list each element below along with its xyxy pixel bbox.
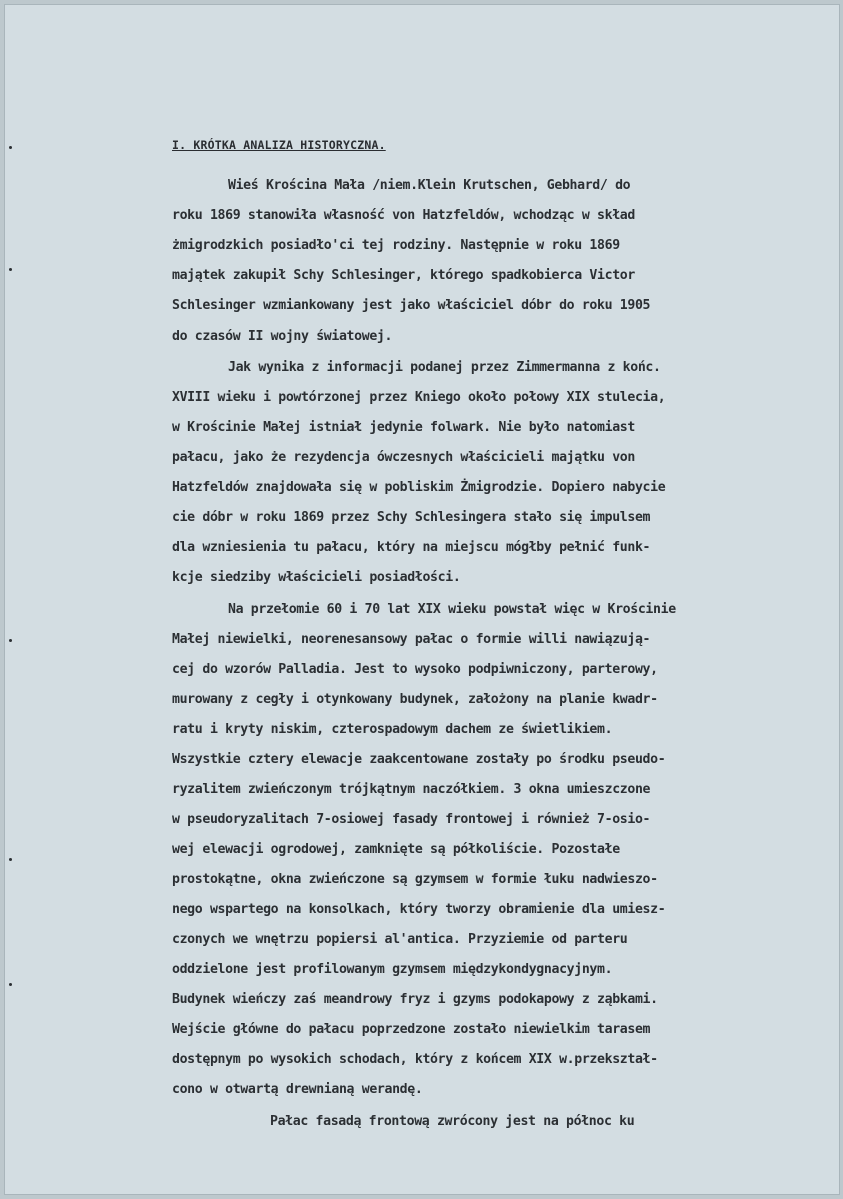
text-line: ryzalitem zwieńczonym trójkątnym naczółkiem. 3 okna umieszczone	[172, 782, 651, 797]
text-line: Pałac fasadą frontową zwrócony jest na północ ku	[270, 1114, 635, 1129]
text-line: wej elewacji ogrodowej, zamknięte są półkoliście. Pozostałe	[172, 842, 620, 857]
text-line: Budynek wieńczy zaś meandrowy fryz i gzyms podokapowy z ząbkami.	[172, 992, 658, 1007]
text-line: żmigrodzkich posiadło'ci tej rodziny. Następnie w roku 1869	[172, 238, 620, 253]
text-line: dla wzniesienia tu pałacu, który na miejscu mógłby pełnić funk-	[172, 540, 651, 555]
text-line: cie dóbr w roku 1869 przez Schy Schlesingera stało się impulsem	[172, 510, 651, 525]
text-line: czonych we wnętrzu popiersi al'antica. Przyziemie od parteru	[172, 932, 628, 947]
margin-mark	[9, 858, 12, 861]
text-line: Wszystkie cztery elewacje zaakcentowane zostały po środku pseudo-	[172, 752, 666, 767]
text-line: Wieś Krościna Mała /niem.Klein Krutschen, Gebhard/ do	[228, 178, 631, 193]
margin-mark	[9, 146, 12, 149]
text-line: XVIII wieku i powtórzonej przez Kniego około połowy XIX stulecia,	[172, 390, 666, 405]
text-line: cej do wzorów Palladia. Jest to wysoko podpiwniczony, parterowy,	[172, 662, 658, 677]
text-line: Wejście główne do pałacu poprzedzone zostało niewielkim tarasem	[172, 1022, 651, 1037]
text-line: Hatzfeldów znajdowała się w pobliskim Żmigrodzie. Dopiero nabycie	[172, 480, 666, 495]
text-line: nego wspartego na konsolkach, który tworzy obramienie dla umiesz-	[172, 902, 666, 917]
text-line: oddzielone jest profilowanym gzymsem międzykondygnacyjnym.	[172, 962, 613, 977]
text-line: Małej niewielki, neorenesansowy pałac o formie willi nawiązują-	[172, 632, 651, 647]
margin-mark	[9, 983, 12, 986]
text-line: Na przełomie 60 i 70 lat XIX wieku powstał więc w Krościnie	[228, 602, 676, 617]
section-heading: I. KRÓTKA ANALIZA HISTORYCZNA.	[172, 138, 386, 152]
text-line: cono w otwartą drewnianą werandę.	[172, 1082, 423, 1097]
text-line: Jak wynika z informacji podanej przez Zimmermanna z końc.	[228, 360, 661, 375]
text-line: majątek zakupił Schy Schlesinger, którego spadkobierca Victor	[172, 268, 635, 283]
text-line: w pseudoryzalitach 7-osiowej fasady frontowej i również 7-osio-	[172, 812, 651, 827]
text-line: kcje siedziby właścicieli posiadłości.	[172, 570, 461, 585]
text-line: ratu i kryty niskim, czterospadowym dachem ze świetlikiem.	[172, 722, 613, 737]
text-line: dostępnym po wysokich schodach, który z końcem XIX w.przekształ-	[172, 1052, 658, 1067]
text-line: Schlesinger wzmiankowany jest jako właściciel dóbr do roku 1905	[172, 298, 651, 313]
margin-mark	[9, 639, 12, 642]
text-line: do czasów II wojny światowej.	[172, 329, 393, 344]
text-line: pałacu, jako że rezydencja ówczesnych właścicieli majątku von	[172, 450, 635, 465]
text-line: prostokątne, okna zwieńczone są gzymsem w formie łuku nadwieszo-	[172, 872, 658, 887]
text-line: roku 1869 stanowiła własność von Hatzfeldów, wchodząc w skład	[172, 208, 635, 223]
margin-mark	[9, 268, 12, 271]
text-line: murowany z cegły i otynkowany budynek, założony na planie kwadr-	[172, 692, 658, 707]
text-line: w Krościnie Małej istniał jedynie folwark. Nie było natomiast	[172, 420, 635, 435]
